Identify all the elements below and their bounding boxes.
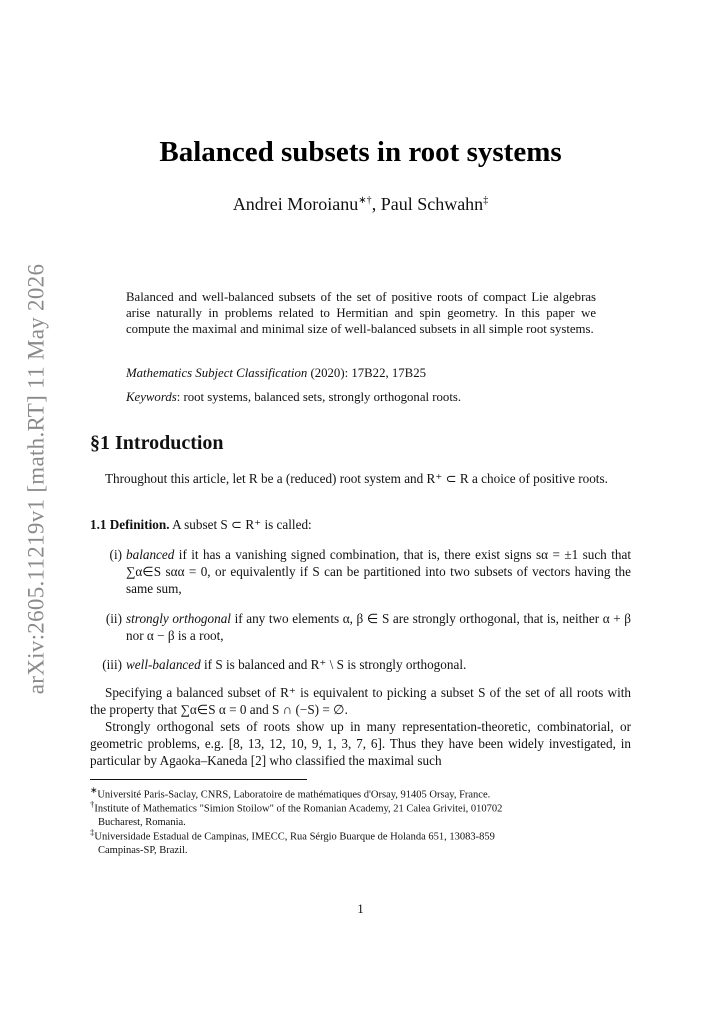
section-heading: §1 Introduction — [90, 432, 224, 454]
footnote-3-continuation: Campinas-SP, Brazil. — [98, 844, 188, 856]
item-i-label: (i) — [109, 547, 122, 562]
definition-item-ii — [105, 610, 632, 644]
item-i-text: if it has a vanishing signed combination, that is, there exist signs sα = ±1 such that ∑α∈S sαα = 0, or equivalently if S can be partitioned into two subsets of vectors having the same sum, — [126, 547, 631, 596]
keywords-value: : root systems, balanced sets, strongly orthogonal roots. — [176, 390, 462, 404]
item-ii-term: strongly orthogonal — [126, 611, 231, 626]
definition-label: 1.1 Definition. — [90, 517, 170, 532]
definition-item-iii — [102, 656, 631, 673]
msc-value: (2020): 17B22, 17B25 — [307, 366, 427, 380]
footnote-2-mark: † — [90, 799, 95, 809]
keywords-label: Keywords — [126, 390, 177, 404]
abstract: Balanced and well-balanced subsets of the set of positive roots of compact Lie algebras arise naturally in problems related to Hermitian and spin geometry. In this paper we compute the maximal and minimal size of well-balanced subsets in all simple root systems. — [126, 290, 596, 336]
msc-line — [126, 366, 426, 381]
paragraph-3: Strongly orthogonal sets of roots show up in many representation-theoretic, combinatorial, or geometric problems, e.g. [8, 13, 12, 10, 9, 1, 3, 7, 6]. Thus they have been widely investigated, in particular by Agaoka–Kaneda [2] who classified the maximal such — [90, 719, 631, 768]
item-iii-text: if S is balanced and R⁺ \ S is strongly orthogonal. — [200, 657, 467, 672]
definition-text: A subset S ⊂ R⁺ is called: — [169, 517, 312, 532]
arxiv-stamp — [20, 263, 52, 695]
author-2-marks: ‡ — [483, 195, 489, 206]
footnote-2 — [90, 798, 631, 829]
definition-item-i — [109, 546, 631, 597]
footnote-3-mark: ‡ — [90, 827, 95, 837]
paper-title: Balanced subsets in root systems — [159, 136, 562, 168]
intro-paragraph: Throughout this article, let R be a (reduced) root system and R⁺ ⊂ R a choice of positive roots. — [105, 471, 608, 486]
footnote-1-mark: ∗ — [90, 785, 98, 795]
item-iii-label: (iii) — [102, 657, 122, 672]
item-i-term: balanced — [126, 547, 175, 562]
author-separator: , — [371, 194, 381, 214]
definition — [90, 516, 631, 533]
author-1: Andrei Moroianu — [232, 194, 359, 214]
item-iii-term: well-balanced — [126, 657, 201, 672]
item-ii-label: (ii) — [105, 611, 122, 626]
footnote-1-text: Université Paris-Saclay, CNRS, Laboratoire de mathématiques d'Orsay, 91405 Orsay, France. — [97, 789, 491, 801]
footnote-3 — [90, 826, 631, 857]
footnote-2-continuation: Bucharest, Romania. — [98, 816, 186, 828]
msc-label: Mathematics Subject Classification — [126, 366, 308, 380]
item-ii-text: if any two elements α, β ∈ S are strongly orthogonal, that is, neither α + β nor α − β is a root, — [126, 611, 632, 643]
arxiv-stamp-text: arXiv:2605.11219v1 [math.RT] 11 May 2026 — [23, 263, 48, 695]
keywords-line — [126, 390, 461, 405]
author-line — [0, 194, 721, 215]
footnote-2-text: Institute of Mathematics "Simion Stoilow" of the Romanian Academy, 21 Calea Grivitei, 010702 — [94, 803, 503, 815]
footnote-3-text: Universidade Estadual de Campinas, IMECC, Rua Sérgio Buarque de Holanda 651, 13083-859 — [94, 831, 495, 843]
author-2: Paul Schwahn — [380, 194, 484, 214]
footnote-rule — [90, 779, 307, 780]
page-number: 1 — [357, 901, 364, 916]
paragraph-2: Specifying a balanced subset of R⁺ is equivalent to picking a subset S of the set of all roots with the property that ∑α∈S α = 0 and S ∩ (−S) = ∅. — [90, 685, 631, 717]
author-1-marks: ∗† — [358, 195, 372, 206]
